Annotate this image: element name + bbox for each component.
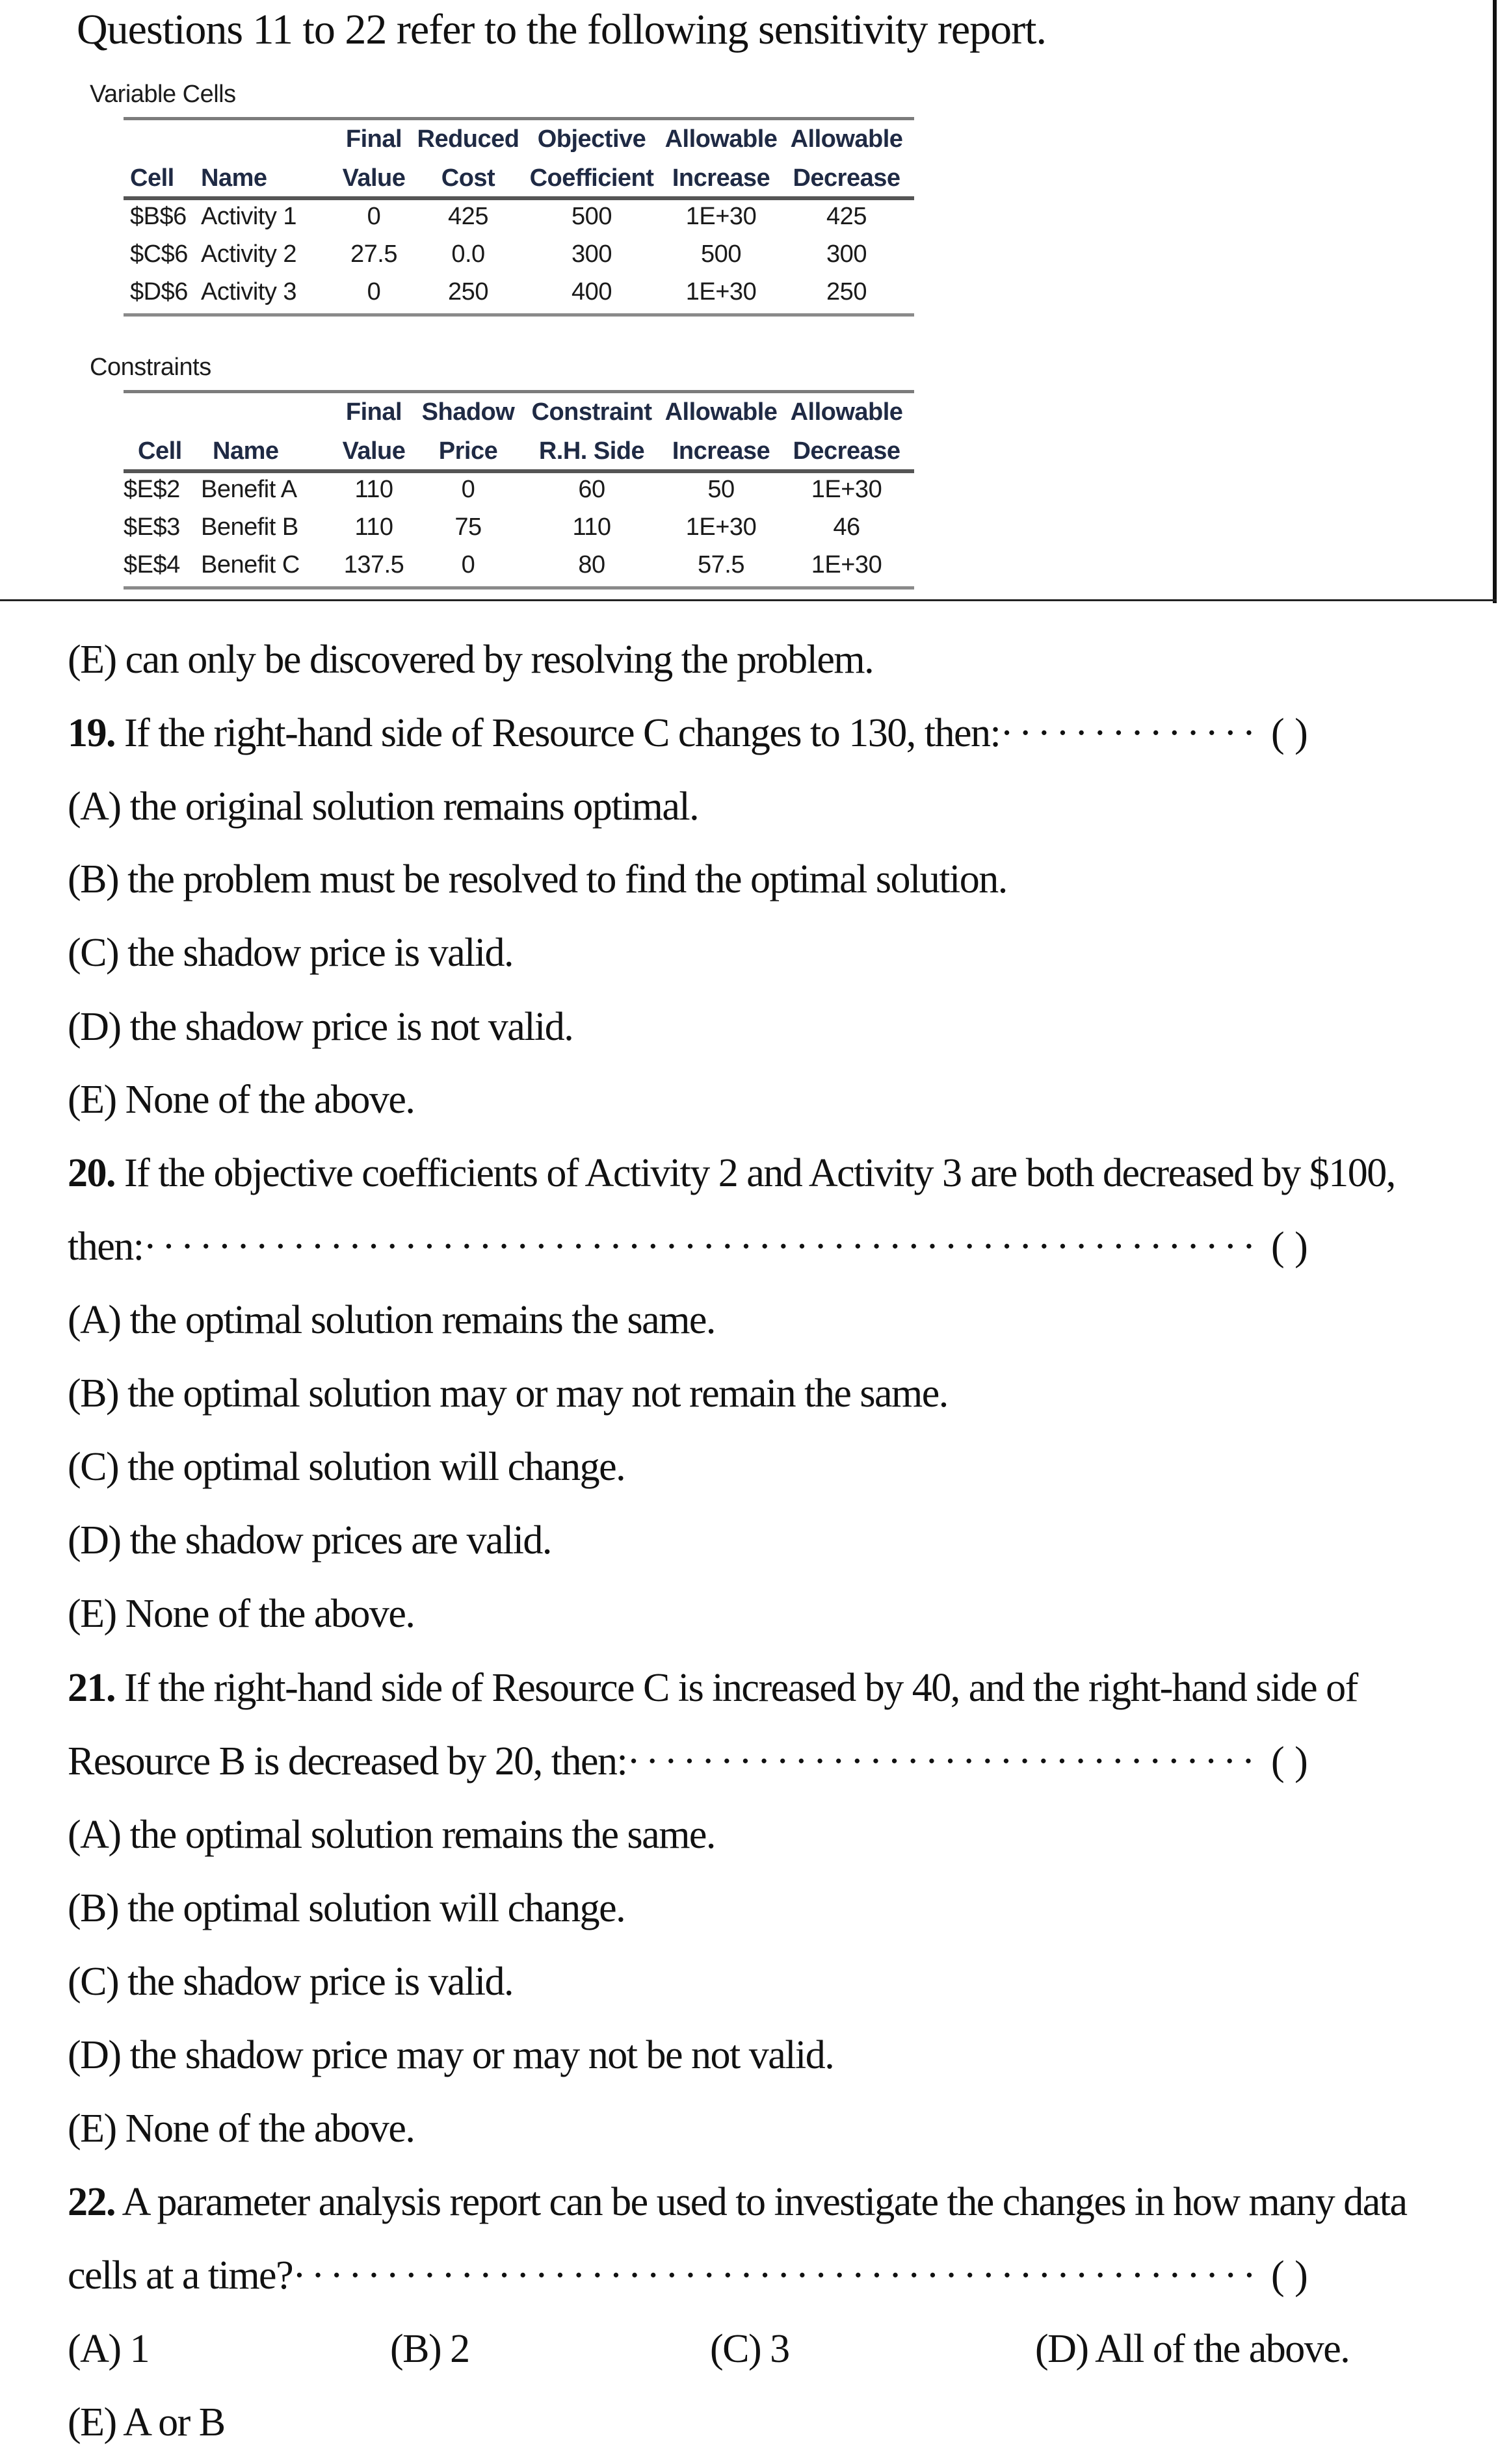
cn-h-allowable: Allowable (790, 398, 903, 426)
table-cell: 250 (448, 278, 488, 305)
variable-cells-bottom-rule (124, 313, 914, 317)
q19-option-d: (D) the shadow price is not valid. (68, 1005, 573, 1049)
q19-stem: 19. If the right-hand side of Resource C changes to 130, then:·············· (68, 711, 1261, 755)
table-cell: $B$6 (130, 203, 187, 230)
q19-option-b: (B) the problem must be resolved to find the optimal solution. (68, 857, 1007, 901)
table-cell: $D$6 (130, 278, 188, 305)
vc-h-objective: Objective (537, 125, 646, 153)
table-cell: 0.0 (451, 240, 485, 268)
q21-option-a: (A) the optimal solution remains the same. (68, 1813, 715, 1857)
constraints-table (124, 393, 908, 584)
table-cell: $C$6 (130, 240, 188, 268)
table-cell: 425 (448, 203, 488, 230)
variable-cells-label: Variable Cells (90, 81, 236, 108)
table-cell: 250 (826, 278, 867, 305)
vc-h-reduced: Reduced (417, 125, 519, 153)
table-cell: Activity 2 (201, 240, 297, 268)
q18-option-e: (E) can only be discovered by resolving the problem. (68, 638, 874, 682)
frame-bottom-border (0, 599, 1497, 601)
table-cell: 300 (572, 240, 612, 268)
table-row (124, 471, 908, 508)
vc-h-top (192, 120, 338, 159)
q19-text: If the right-hand side of Resource C changes to 130, then: (124, 711, 1001, 755)
table-cell: 80 (578, 551, 605, 578)
table-cell: $E$4 (124, 551, 180, 578)
table-cell: Activity 3 (201, 278, 297, 305)
table-cell: 27.5 (350, 240, 397, 268)
table-row (130, 235, 908, 273)
vc-h-decrease: Decrease (793, 164, 900, 192)
q22-option-e: (E) A or B (68, 2400, 225, 2445)
constraints-label: Constraints (90, 354, 211, 381)
q22-text2: cells at a time? (68, 2253, 293, 2298)
q20-stem-cont: then:···························································· (68, 1225, 1261, 1269)
q21-stem (68, 1665, 1358, 1711)
q21-answer-bracket[interactable]: ( ) (1271, 1739, 1308, 1783)
frame-right-border (1493, 0, 1497, 603)
cn-h-value: Value (342, 437, 406, 465)
q20-option-e: (E) None of the above. (68, 1592, 415, 1636)
cn-h-top (192, 393, 338, 432)
vc-h-coefficient: Coefficient (529, 164, 654, 192)
q21-option-e: (E) None of the above. (68, 2107, 415, 2151)
vc-h-final: Final (345, 125, 402, 153)
table-row (124, 546, 908, 584)
table-cell: Benefit A (201, 476, 297, 503)
table-cell: 50 (707, 476, 735, 503)
table-cell: 60 (578, 476, 605, 503)
q19-option-c: (C) the shadow price is valid. (68, 931, 514, 975)
cn-h-price: Price (438, 437, 498, 465)
table-cell: 300 (826, 240, 867, 268)
cn-h-decrease: Decrease (793, 437, 900, 465)
table-row (130, 273, 908, 311)
vc-h-name: Name (201, 164, 267, 192)
table-cell: 110 (572, 513, 611, 541)
vc-h-allowable: Allowable (790, 125, 903, 153)
vc-h-top (130, 120, 192, 159)
table-cell: Benefit B (201, 513, 298, 541)
table-cell: 110 (354, 513, 393, 541)
table-cell: 1E+30 (811, 476, 882, 503)
q19-option-e: (E) None of the above. (68, 1078, 415, 1122)
table-row (130, 198, 908, 235)
cn-h-increase: Increase (672, 437, 770, 465)
q19-answer-bracket[interactable]: ( ) (1271, 711, 1308, 755)
cn-h-cell: Cell (138, 437, 182, 465)
q22-option-b: (B) 2 (390, 2327, 469, 2371)
q19-number: 19. (68, 711, 115, 755)
q22-option-c: (C) 3 (710, 2327, 789, 2371)
table-cell: 0 (461, 551, 475, 578)
table-row (124, 508, 908, 546)
q21-option-b: (B) the optimal solution will change. (68, 1886, 625, 1930)
q22-text: A parameter analysis report can be used to investigate the changes in how many data (122, 2180, 1407, 2224)
constraints-header-rule (124, 469, 914, 473)
table-cell: 400 (572, 278, 612, 305)
q20-option-a: (A) the optimal solution remains the same. (68, 1298, 715, 1342)
table-cell: 110 (354, 476, 393, 503)
q22-option-d: (D) All of the above. (1035, 2327, 1350, 2371)
intro-heading: Questions 11 to 22 refer to the following sensitivity report. (77, 6, 1046, 53)
table-cell: 46 (833, 513, 860, 541)
variable-cells-header-top (130, 120, 908, 159)
table-cell: $E$3 (124, 513, 180, 541)
table-cell: 1E+30 (685, 203, 757, 230)
q20-option-b: (B) the optimal solution may or may not remain the same. (68, 1371, 948, 1416)
q21-option-c: (C) the shadow price is valid. (68, 1960, 514, 2004)
vc-h-cost: Cost (441, 164, 495, 192)
q20-answer-bracket[interactable]: ( ) (1271, 1225, 1308, 1269)
q21-stem-cont: Resource B is decreased by 20, then:·································· (68, 1739, 1261, 1783)
table-cell: 1E+30 (685, 278, 757, 305)
constraints-header-bottom (124, 432, 908, 471)
table-cell: 1E+30 (685, 513, 757, 541)
q22-option-a: (A) 1 (68, 2327, 150, 2371)
q21-text2: Resource B is decreased by 20, then: (68, 1739, 627, 1783)
vc-h-allowable: Allowable (664, 125, 778, 153)
q21-number: 21. (68, 1666, 115, 1710)
table-cell: Benefit C (201, 551, 300, 578)
vc-h-value: Value (342, 164, 406, 192)
q20-option-d: (D) the shadow prices are valid. (68, 1518, 551, 1563)
table-cell: 500 (572, 203, 612, 230)
q22-stem-cont: cells at a time?···················································· (68, 2253, 1261, 2298)
table-cell: 57.5 (698, 551, 744, 578)
table-cell: 137.5 (343, 551, 404, 578)
constraints-bottom-rule (124, 586, 914, 590)
cn-h-top (124, 393, 192, 432)
q22-answer-bracket[interactable]: ( ) (1271, 2253, 1308, 2298)
q22-number: 22. (68, 2180, 115, 2224)
constraints-header-top (124, 393, 908, 432)
cn-h-final: Final (345, 398, 402, 426)
table-cell: 425 (826, 203, 867, 230)
q20-option-c: (C) the optimal solution will change. (68, 1445, 625, 1489)
table-cell: 1E+30 (811, 551, 882, 578)
q20-number: 20. (68, 1151, 115, 1195)
table-cell: $E$2 (124, 476, 180, 503)
cn-h-constraint: Constraint (531, 398, 652, 426)
table-cell: Activity 1 (201, 203, 297, 230)
vc-h-cell: Cell (130, 164, 174, 192)
cn-h-name: Name (213, 437, 279, 465)
cn-h-allowable: Allowable (664, 398, 778, 426)
cn-h-rhs: R.H. Side (538, 437, 645, 465)
variable-cells-header-bottom (130, 159, 908, 198)
variable-cells-table (130, 120, 908, 311)
table-cell: 0 (367, 203, 381, 230)
table-cell: 500 (701, 240, 741, 268)
q21-text: If the right-hand side of Resource C is increased by 40, and the right-hand side of (124, 1666, 1358, 1710)
q22-stem (68, 2179, 1407, 2225)
q20-text: If the objective coefficients of Activity 2 and Activity 3 are both decreased by $100, (124, 1151, 1395, 1195)
q19-option-a: (A) the original solution remains optimal. (68, 785, 699, 829)
q21-option-d: (D) the shadow price may or may not be not valid. (68, 2033, 834, 2077)
cn-h-shadow: Shadow (421, 398, 515, 426)
q20-text2: then: (68, 1225, 144, 1269)
variable-cells-header-rule (124, 196, 914, 200)
q20-stem (68, 1150, 1395, 1197)
table-cell: 0 (367, 278, 381, 305)
vc-h-increase: Increase (672, 164, 770, 192)
table-cell: 75 (454, 513, 482, 541)
table-cell: 0 (461, 476, 475, 503)
